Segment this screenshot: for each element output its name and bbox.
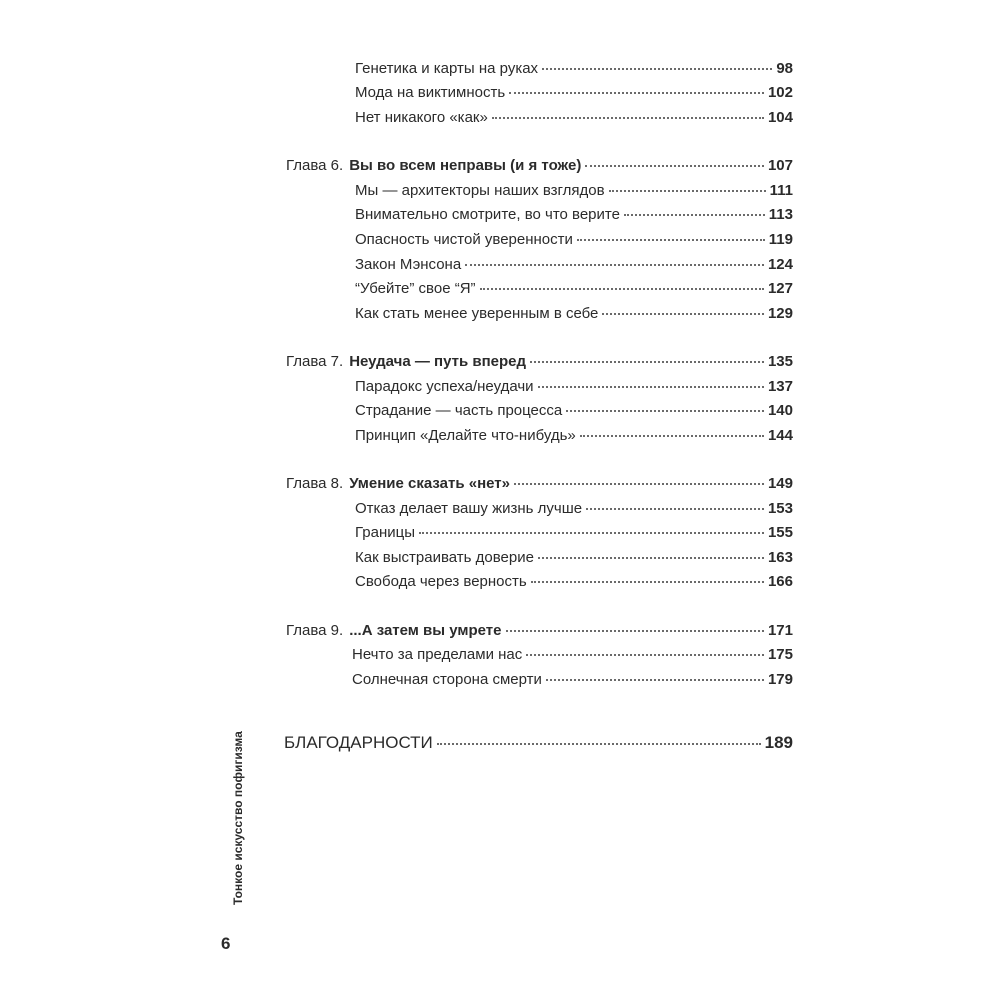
chapter-page: 135: [767, 353, 793, 370]
toc-entry-page: 140: [767, 402, 793, 419]
toc-entry: [355, 402, 793, 420]
toc-entry-title: Как выстраивать доверие: [355, 549, 534, 566]
acknowledgments-entry: [284, 734, 793, 752]
toc-entry-page: 124: [767, 256, 793, 273]
chapter-number: Глава 8.: [286, 475, 344, 492]
chapter-heading: [286, 475, 793, 493]
dot-leader: [602, 312, 764, 315]
toc-entry-title: Внимательно смотрите, во что верите: [355, 206, 620, 223]
dot-leader: [509, 91, 764, 94]
toc-entry: [355, 305, 793, 323]
toc-entry: [355, 280, 793, 298]
dot-leader: [585, 164, 764, 167]
toc-entry-page: 127: [767, 280, 793, 297]
chapter-heading: [286, 622, 793, 640]
dot-leader: [514, 482, 764, 485]
toc-entry-page: 129: [767, 305, 793, 322]
toc-entry: [355, 427, 793, 445]
chapter-title: ...А затем вы умрете: [349, 622, 502, 639]
dot-leader: [542, 67, 772, 70]
dot-leader: [437, 742, 761, 745]
dot-leader: [506, 629, 764, 632]
toc-entry-page: 111: [769, 182, 793, 199]
dot-leader: [530, 360, 764, 363]
dot-leader: [480, 287, 764, 290]
dot-leader: [531, 580, 764, 583]
toc-entry-page: 137: [767, 378, 793, 395]
toc-entry: [355, 500, 793, 518]
dot-leader: [586, 507, 764, 510]
toc-entry: [355, 206, 793, 224]
dot-leader: [465, 263, 764, 266]
chapter-title: Неудача — путь вперед: [349, 353, 526, 370]
chapter-heading: [286, 157, 793, 175]
toc-entry: [355, 549, 793, 567]
chapter-page: 107: [767, 157, 793, 174]
dot-leader: [546, 678, 764, 681]
toc-entry-title: Нечто за пределами нас: [352, 646, 523, 663]
chapter-page: 171: [767, 622, 793, 639]
toc-entry: [355, 60, 793, 78]
toc-entry-page: 166: [767, 573, 793, 590]
chapter-heading: [286, 353, 793, 371]
toc-entry: [352, 671, 793, 689]
toc-entry-title: Отказ делает вашу жизнь лучше: [355, 500, 583, 517]
toc-entry: [355, 109, 793, 127]
page-number: 6: [221, 934, 231, 953]
toc-entry: [355, 84, 793, 102]
dot-leader: [538, 556, 764, 559]
toc-entry: [355, 231, 793, 249]
toc-entry-title: Границы: [355, 524, 415, 541]
dot-leader: [609, 189, 766, 192]
toc-entry-title: Мода на виктимность: [355, 84, 506, 101]
chapter-title: Умение сказать «нет»: [349, 475, 510, 492]
toc-entry-page: 175: [767, 646, 793, 663]
chapter-page: 149: [767, 475, 793, 492]
dot-leader: [566, 409, 764, 412]
chapter-number: Глава 9.: [286, 622, 344, 639]
toc-entry-page: 163: [767, 549, 793, 566]
toc-entry: [355, 524, 793, 542]
toc-entry-page: 98: [776, 60, 793, 77]
toc-entry-page: 119: [768, 231, 793, 248]
toc-entry-title: Генетика и карты на руках: [355, 60, 539, 77]
acknowledgments-page: 189: [764, 733, 793, 752]
acknowledgments-title: БЛАГОДАРНОСТИ: [284, 733, 433, 752]
toc-entry-title: Парадокс успеха/неудачи: [355, 378, 534, 395]
toc-entry: [355, 573, 793, 591]
dot-leader: [538, 385, 764, 388]
toc-entry-page: 144: [767, 427, 793, 444]
toc-entry-title: Солнечная сторона смерти: [352, 671, 542, 688]
toc-entry: [352, 646, 793, 664]
dot-leader: [526, 653, 764, 656]
toc-entry-page: 104: [767, 109, 793, 126]
toc-entry-page: 155: [767, 524, 793, 541]
toc-entry: [355, 378, 793, 396]
dot-leader: [580, 434, 764, 437]
toc-entry-title: Принцип «Делайте что-нибудь»: [355, 427, 576, 444]
running-book-title: Тонкое искусство пофигизма: [231, 731, 245, 905]
toc-entry-page: 102: [767, 84, 793, 101]
toc-entry-title: Мы — архитекторы наших взглядов: [355, 182, 605, 199]
toc-entry-page: 153: [767, 500, 793, 517]
toc-entry-title: Свобода через верность: [355, 573, 527, 590]
toc-entry-title: Страдание — часть процесса: [355, 402, 563, 419]
toc-entry-title: Как стать менее уверенным в себе: [355, 305, 599, 322]
toc-entry-title: Опасность чистой уверенности: [355, 231, 573, 248]
toc-entry: [355, 182, 793, 200]
toc-entry-page: 113: [768, 206, 793, 223]
toc-entry-title: “Убейте” свое “Я”: [355, 280, 476, 297]
dot-leader: [492, 116, 764, 119]
toc-entry-title: Закон Мэнсона: [355, 256, 462, 273]
toc-entry-title: Нет никакого «как»: [355, 109, 488, 126]
chapter-title: Вы во всем неправы (и я тоже): [349, 157, 582, 174]
toc-entry-page: 179: [767, 671, 793, 688]
chapter-number: Глава 7.: [286, 353, 344, 370]
toc-entry: [355, 256, 793, 274]
dot-leader: [577, 238, 765, 241]
dot-leader: [419, 531, 764, 534]
dot-leader: [624, 213, 765, 216]
chapter-number: Глава 6.: [286, 157, 344, 174]
